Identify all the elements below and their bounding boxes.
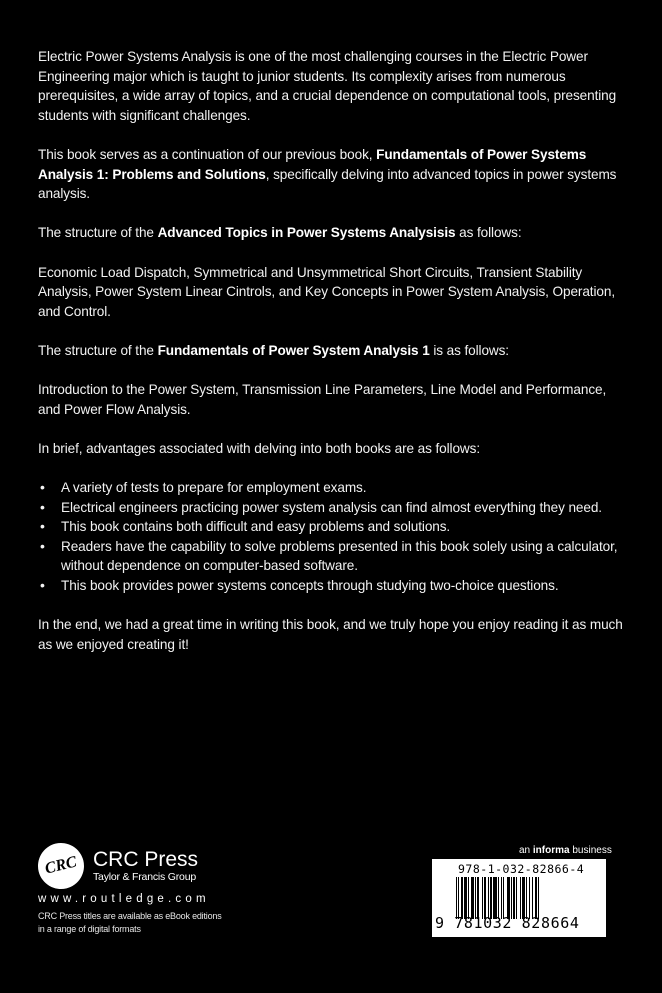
advanced-book-title: Advanced Topics in Power Systems Analysisis — [157, 225, 456, 241]
brand-text — [93, 849, 198, 884]
fundamentals-book-title: Fundamentals of Power System Analysis 1 — [157, 342, 430, 358]
fundamentals-structure-lead: The structure of the Fundamentals of Power System Analysis 1 is as follows: — [38, 342, 509, 358]
list-item: • A variety of tests to prepare for employment exams. — [38, 478, 628, 498]
closing-paragraph: In the end, we had a great time in writing this book, and we truly hope you enjoy reading it as much as we enjoyed creating it! — [38, 617, 623, 652]
list-item: • This book provides power systems concepts through studying two-choice questions. — [38, 576, 628, 596]
isbn-barcode — [432, 859, 606, 937]
ebook-line: in a range of digital formats — [38, 924, 141, 934]
publisher-website: www.routledge.com — [38, 893, 210, 905]
ean-digits: 9 781032 828664 — [435, 914, 580, 932]
back-cover-text — [38, 47, 628, 674]
publisher-block — [38, 843, 298, 936]
list-item: • This book contains both difficult and easy problems and solutions. — [38, 517, 628, 537]
advanced-structure-lead: The structure of the Advanced Topics in Power Systems Analysisis as follows: — [38, 225, 522, 241]
barcode-bars-icon — [456, 877, 590, 919]
crc-logo-icon: CRC — [33, 838, 89, 894]
isbn-text: 978-1-032-82866-4 — [458, 862, 585, 876]
previous-book-title: Fundamentals of Power Systems Analysis 1: Problems and Solutions — [38, 146, 587, 182]
ebook-notice — [38, 910, 298, 936]
intro-paragraph: Electric Power Systems Analysis is one of the most challenging courses in the Electric Power Engineering major which is taught to junior students. Its complexity arises from numerous prerequisites, a wide array of topics, and a crucial dependence on computational tools, presenting students with significant challenges. — [38, 49, 617, 123]
list-item: • Readers have the capability to solve problems presented in this book solely using a calculator, without dependence on computer-based software. — [38, 537, 628, 576]
publisher-group: Taylor & Francis Group — [93, 870, 196, 883]
fundamentals-topics: Introduction to the Power System, Transmission Line Parameters, Line Model and Performance, and Power Flow Analysis. — [38, 382, 607, 417]
advantages-list — [38, 478, 628, 596]
informa-tagline: an informa business — [519, 845, 612, 856]
publisher-logo — [38, 843, 298, 889]
publisher-name: CRC Press — [93, 847, 199, 871]
continuation-paragraph: This book serves as a continuation of our previous book, Fundamentals of Power Systems Analysis 1: Problems and Solutions, specifically delving into advanced topics in power systems analysis. — [38, 146, 617, 202]
list-item: • Electrical engineers practicing power system analysis can find almost everything they need. — [38, 498, 628, 518]
advantages-lead: In brief, advantages associated with delving into both books are as follows: — [38, 440, 481, 456]
advanced-topics: Economic Load Dispatch, Symmetrical and Unsymmetrical Short Circuits, Transient Stability Analysis, Power System Linear Cintrols, and Key Concepts in Power System Analysis, Operation, and Control. — [38, 264, 615, 319]
ebook-line: CRC Press titles are available as eBook editions — [38, 911, 222, 921]
